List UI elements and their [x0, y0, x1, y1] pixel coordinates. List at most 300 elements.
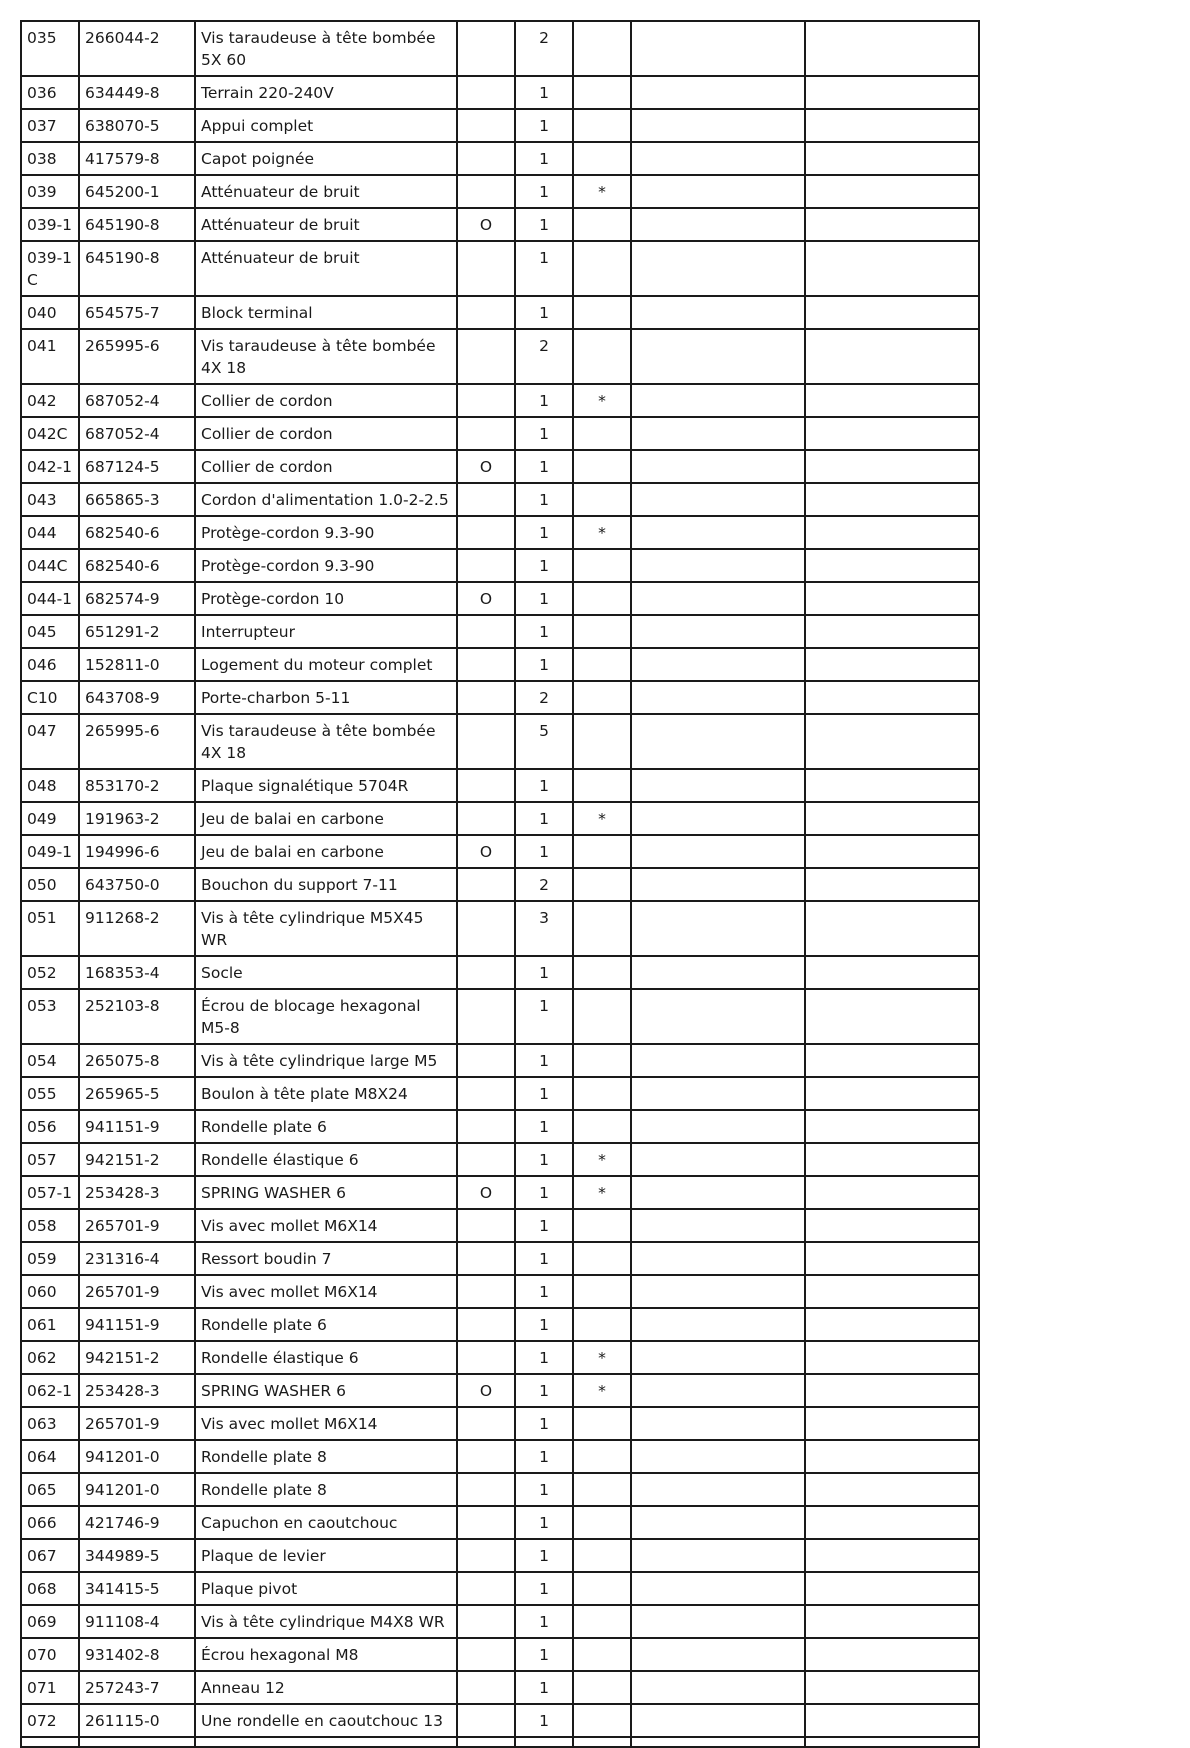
quantity-cell: 1 — [515, 549, 573, 582]
blank-cell — [805, 1407, 979, 1440]
note-cell: * — [573, 516, 631, 549]
note-cell — [573, 1638, 631, 1671]
blank-cell — [805, 1737, 979, 1747]
part-number-cell: 634449-8 — [79, 76, 195, 109]
blank-cell — [805, 615, 979, 648]
part-number-cell: 265075-8 — [79, 1044, 195, 1077]
quantity-cell: 1 — [515, 648, 573, 681]
quantity-cell: 1 — [515, 296, 573, 329]
option-cell — [457, 1506, 515, 1539]
description-cell: Capot poignée — [195, 142, 457, 175]
part-number-cell: 942151-2 — [79, 1341, 195, 1374]
blank-cell — [631, 1605, 805, 1638]
blank-cell — [631, 956, 805, 989]
note-cell: * — [573, 1341, 631, 1374]
part-number-cell: 687052-4 — [79, 384, 195, 417]
item-number-cell: 053 — [21, 989, 79, 1044]
table-row — [21, 1374, 979, 1407]
item-number-cell: 046 — [21, 648, 79, 681]
note-cell — [573, 1704, 631, 1737]
option-cell — [457, 175, 515, 208]
quantity-cell: 1 — [515, 76, 573, 109]
table-row — [21, 175, 979, 208]
part-number-cell: 638070-5 — [79, 109, 195, 142]
blank-cell — [631, 1341, 805, 1374]
description-cell: Vis à tête cylindrique large M5 — [195, 1044, 457, 1077]
quantity-cell: 1 — [515, 835, 573, 868]
parts-list-sheet — [20, 20, 978, 1748]
part-number-cell: 265965-5 — [79, 1077, 195, 1110]
table-row — [21, 901, 979, 956]
item-number-cell: 054 — [21, 1044, 79, 1077]
description-cell: Écrou de blocage hexagonal M5-8 — [195, 989, 457, 1044]
table-row — [21, 241, 979, 296]
description-cell: Vis à tête cylindrique M5X45 WR — [195, 901, 457, 956]
table-row — [21, 483, 979, 516]
item-number-cell: 065 — [21, 1473, 79, 1506]
item-number-cell: 045 — [21, 615, 79, 648]
item-number-cell: 064 — [21, 1440, 79, 1473]
table-row — [21, 582, 979, 615]
item-number-cell: 048 — [21, 769, 79, 802]
note-cell — [573, 648, 631, 681]
quantity-cell: 1 — [515, 417, 573, 450]
blank-cell — [805, 450, 979, 483]
description-cell: Porte-charbon 5-11 — [195, 681, 457, 714]
note-cell — [573, 1539, 631, 1572]
item-number-cell: C10 — [21, 681, 79, 714]
description-cell: Vis taraudeuse à tête bombée 4X 18 — [195, 329, 457, 384]
description-cell: Une rondelle en caoutchouc 13 — [195, 1704, 457, 1737]
item-number-cell: 062 — [21, 1341, 79, 1374]
quantity-cell: 1 — [515, 1209, 573, 1242]
blank-cell — [631, 681, 805, 714]
part-number-cell: 853170-2 — [79, 769, 195, 802]
blank-cell — [631, 417, 805, 450]
blank-cell — [631, 109, 805, 142]
blank-cell — [805, 1242, 979, 1275]
table-row — [21, 1671, 979, 1704]
blank-cell — [631, 21, 805, 76]
blank-cell — [631, 648, 805, 681]
note-cell — [573, 1605, 631, 1638]
blank-cell — [805, 1308, 979, 1341]
note-cell — [573, 956, 631, 989]
description-cell: Socle — [195, 956, 457, 989]
description-cell: Collier de cordon — [195, 450, 457, 483]
part-number-cell: 265701-9 — [79, 1407, 195, 1440]
item-number-cell: 063 — [21, 1407, 79, 1440]
item-number-cell: 059 — [21, 1242, 79, 1275]
blank-cell — [805, 1572, 979, 1605]
quantity-cell: 1 — [515, 989, 573, 1044]
part-number-cell: 261115-0 — [79, 1704, 195, 1737]
option-cell — [457, 109, 515, 142]
part-number-cell: 253428-3 — [79, 1374, 195, 1407]
description-cell: Anneau 12 — [195, 1671, 457, 1704]
option-cell — [457, 1638, 515, 1671]
option-cell — [457, 21, 515, 76]
table-row — [21, 1209, 979, 1242]
note-cell — [573, 483, 631, 516]
quantity-cell: 1 — [515, 1506, 573, 1539]
part-number-cell: 682540-6 — [79, 516, 195, 549]
blank-cell — [805, 1704, 979, 1737]
description-cell: Collier de cordon — [195, 417, 457, 450]
blank-cell — [631, 208, 805, 241]
description-cell: Terrain 220-240V — [195, 76, 457, 109]
table-row — [21, 21, 979, 76]
item-number-cell: 062-1 — [21, 1374, 79, 1407]
option-cell — [457, 714, 515, 769]
option-cell — [457, 384, 515, 417]
note-cell — [573, 76, 631, 109]
blank-cell — [805, 417, 979, 450]
blank-cell — [805, 1605, 979, 1638]
description-cell: Vis à tête cylindrique M4X8 WR — [195, 1605, 457, 1638]
blank-cell — [805, 1209, 979, 1242]
blank-cell — [631, 1110, 805, 1143]
blank-cell — [79, 1737, 195, 1747]
description-cell: Protège-cordon 10 — [195, 582, 457, 615]
description-cell: Capuchon en caoutchouc — [195, 1506, 457, 1539]
note-cell — [573, 296, 631, 329]
item-number-cell: 038 — [21, 142, 79, 175]
note-cell: * — [573, 384, 631, 417]
blank-cell — [631, 989, 805, 1044]
option-cell — [457, 329, 515, 384]
blank-cell — [805, 1077, 979, 1110]
table-row — [21, 142, 979, 175]
note-cell — [573, 1506, 631, 1539]
quantity-cell: 1 — [515, 1110, 573, 1143]
option-cell — [457, 1242, 515, 1275]
description-cell: Vis avec mollet M6X14 — [195, 1209, 457, 1242]
blank-cell — [805, 835, 979, 868]
item-number-cell: 042C — [21, 417, 79, 450]
description-cell: Rondelle plate 8 — [195, 1473, 457, 1506]
part-number-cell: 654575-7 — [79, 296, 195, 329]
part-number-cell: 168353-4 — [79, 956, 195, 989]
quantity-cell: 1 — [515, 1044, 573, 1077]
note-cell — [573, 21, 631, 76]
table-row — [21, 1704, 979, 1737]
option-cell: O — [457, 450, 515, 483]
quantity-cell: 1 — [515, 1473, 573, 1506]
blank-cell — [631, 1638, 805, 1671]
item-number-cell: 042-1 — [21, 450, 79, 483]
quantity-cell: 1 — [515, 769, 573, 802]
blank-cell — [631, 1704, 805, 1737]
blank-cell — [631, 1275, 805, 1308]
part-number-cell: 931402-8 — [79, 1638, 195, 1671]
option-cell — [457, 769, 515, 802]
item-number-cell: 047 — [21, 714, 79, 769]
blank-cell — [805, 1275, 979, 1308]
option-cell — [457, 1209, 515, 1242]
blank-cell — [631, 516, 805, 549]
description-cell: Protège-cordon 9.3-90 — [195, 549, 457, 582]
note-cell: * — [573, 1176, 631, 1209]
blank-cell — [805, 241, 979, 296]
blank-cell — [805, 1374, 979, 1407]
part-number-cell: 344989-5 — [79, 1539, 195, 1572]
part-number-cell: 152811-0 — [79, 648, 195, 681]
table-row — [21, 296, 979, 329]
note-cell — [573, 1110, 631, 1143]
blank-cell — [805, 516, 979, 549]
item-number-cell: 049 — [21, 802, 79, 835]
blank-cell — [805, 1638, 979, 1671]
description-cell: Interrupteur — [195, 615, 457, 648]
part-number-cell: 643708-9 — [79, 681, 195, 714]
item-number-cell: 042 — [21, 384, 79, 417]
option-cell — [457, 681, 515, 714]
description-cell: SPRING WASHER 6 — [195, 1374, 457, 1407]
table-row — [21, 1440, 979, 1473]
blank-cell — [631, 1671, 805, 1704]
blank-cell — [805, 549, 979, 582]
part-number-cell: 265701-9 — [79, 1209, 195, 1242]
note-cell: * — [573, 1143, 631, 1176]
part-number-cell: 651291-2 — [79, 615, 195, 648]
quantity-cell: 2 — [515, 329, 573, 384]
blank-cell — [805, 582, 979, 615]
table-row — [21, 615, 979, 648]
description-cell: Block terminal — [195, 296, 457, 329]
table-row — [21, 208, 979, 241]
description-cell: Rondelle plate 6 — [195, 1110, 457, 1143]
description-cell: Plaque de levier — [195, 1539, 457, 1572]
blank-cell — [805, 681, 979, 714]
note-cell — [573, 208, 631, 241]
part-number-cell: 645200-1 — [79, 175, 195, 208]
option-cell — [457, 1671, 515, 1704]
item-number-cell: 069 — [21, 1605, 79, 1638]
table-row — [21, 450, 979, 483]
blank-cell — [805, 1473, 979, 1506]
blank-cell — [631, 1209, 805, 1242]
table-row — [21, 802, 979, 835]
note-cell — [573, 582, 631, 615]
description-cell: Plaque pivot — [195, 1572, 457, 1605]
blank-cell — [805, 989, 979, 1044]
description-cell: Atténuateur de bruit — [195, 175, 457, 208]
table-row — [21, 1506, 979, 1539]
blank-cell — [631, 1176, 805, 1209]
quantity-cell: 1 — [515, 1077, 573, 1110]
table-row — [21, 549, 979, 582]
quantity-cell: 1 — [515, 615, 573, 648]
option-cell — [457, 417, 515, 450]
option-cell — [457, 76, 515, 109]
note-cell — [573, 417, 631, 450]
part-number-cell: 421746-9 — [79, 1506, 195, 1539]
item-number-cell: 068 — [21, 1572, 79, 1605]
blank-cell — [805, 296, 979, 329]
note-cell — [573, 142, 631, 175]
option-cell — [457, 1308, 515, 1341]
item-number-cell: 049-1 — [21, 835, 79, 868]
blank-cell — [195, 1737, 457, 1747]
item-number-cell: 044C — [21, 549, 79, 582]
description-cell: Vis avec mollet M6X14 — [195, 1275, 457, 1308]
quantity-cell: 1 — [515, 1605, 573, 1638]
quantity-cell: 1 — [515, 1407, 573, 1440]
quantity-cell: 2 — [515, 681, 573, 714]
option-cell — [457, 1440, 515, 1473]
note-cell — [573, 714, 631, 769]
table-row — [21, 76, 979, 109]
blank-cell — [631, 142, 805, 175]
description-cell: Vis taraudeuse à tête bombée 5X 60 — [195, 21, 457, 76]
item-number-cell: 057 — [21, 1143, 79, 1176]
quantity-cell: 2 — [515, 868, 573, 901]
item-number-cell: 035 — [21, 21, 79, 76]
part-number-cell: 687052-4 — [79, 417, 195, 450]
table-row — [21, 1275, 979, 1308]
blank-cell — [805, 1110, 979, 1143]
blank-cell — [631, 1473, 805, 1506]
blank-cell — [631, 1374, 805, 1407]
blank-cell — [805, 1506, 979, 1539]
option-cell — [457, 516, 515, 549]
part-number-cell: 645190-8 — [79, 208, 195, 241]
note-cell — [573, 450, 631, 483]
description-cell: Logement du moteur complet — [195, 648, 457, 681]
quantity-cell: 1 — [515, 1638, 573, 1671]
item-number-cell: 039 — [21, 175, 79, 208]
option-cell — [457, 615, 515, 648]
item-number-cell: 060 — [21, 1275, 79, 1308]
description-cell: Vis avec mollet M6X14 — [195, 1407, 457, 1440]
quantity-cell: 1 — [515, 1242, 573, 1275]
quantity-cell: 1 — [515, 384, 573, 417]
quantity-cell: 1 — [515, 142, 573, 175]
blank-cell — [631, 549, 805, 582]
option-cell — [457, 1572, 515, 1605]
item-number-cell: 050 — [21, 868, 79, 901]
blank-cell — [631, 1077, 805, 1110]
option-cell — [457, 1473, 515, 1506]
blank-cell — [631, 769, 805, 802]
item-number-cell: 057-1 — [21, 1176, 79, 1209]
item-number-cell: 058 — [21, 1209, 79, 1242]
option-cell: O — [457, 582, 515, 615]
quantity-cell: 1 — [515, 1176, 573, 1209]
note-cell — [573, 1440, 631, 1473]
item-number-cell: 052 — [21, 956, 79, 989]
part-number-cell: 941201-0 — [79, 1440, 195, 1473]
item-number-cell: 071 — [21, 1671, 79, 1704]
note-cell — [573, 989, 631, 1044]
blank-cell — [805, 1044, 979, 1077]
item-number-cell: 036 — [21, 76, 79, 109]
table-row — [21, 417, 979, 450]
description-cell: Atténuateur de bruit — [195, 241, 457, 296]
option-cell — [457, 901, 515, 956]
description-cell: Jeu de balai en carbone — [195, 802, 457, 835]
blank-cell — [631, 450, 805, 483]
table-row — [21, 1572, 979, 1605]
table-row — [21, 1341, 979, 1374]
option-cell — [457, 1077, 515, 1110]
blank-cell — [631, 1572, 805, 1605]
blank-cell — [631, 714, 805, 769]
option-cell — [457, 802, 515, 835]
item-number-cell: 056 — [21, 1110, 79, 1143]
note-cell — [573, 1209, 631, 1242]
blank-cell — [457, 1737, 515, 1747]
table-row — [21, 956, 979, 989]
blank-cell — [805, 76, 979, 109]
table-row — [21, 769, 979, 802]
table-row — [21, 384, 979, 417]
parts-table — [20, 20, 980, 1748]
blank-cell — [805, 648, 979, 681]
table-row — [21, 1638, 979, 1671]
description-cell: Rondelle plate 6 — [195, 1308, 457, 1341]
item-number-cell: 043 — [21, 483, 79, 516]
note-cell — [573, 1077, 631, 1110]
option-cell: O — [457, 1176, 515, 1209]
table-row — [21, 1044, 979, 1077]
description-cell: Jeu de balai en carbone — [195, 835, 457, 868]
blank-cell — [805, 1440, 979, 1473]
part-number-cell: 252103-8 — [79, 989, 195, 1044]
option-cell: O — [457, 835, 515, 868]
option-cell — [457, 1110, 515, 1143]
part-number-cell: 645190-8 — [79, 241, 195, 296]
table-row — [21, 681, 979, 714]
table-row — [21, 329, 979, 384]
option-cell — [457, 1407, 515, 1440]
part-number-cell: 265701-9 — [79, 1275, 195, 1308]
part-number-cell: 665865-3 — [79, 483, 195, 516]
note-cell — [573, 868, 631, 901]
note-cell — [573, 1572, 631, 1605]
table-row — [21, 1176, 979, 1209]
blank-cell — [805, 483, 979, 516]
blank-cell — [805, 1341, 979, 1374]
option-cell: O — [457, 1374, 515, 1407]
part-number-cell: 265995-6 — [79, 329, 195, 384]
part-number-cell: 941151-9 — [79, 1308, 195, 1341]
part-number-cell: 191963-2 — [79, 802, 195, 835]
quantity-cell: 1 — [515, 1539, 573, 1572]
option-cell — [457, 1143, 515, 1176]
part-number-cell: 194996-6 — [79, 835, 195, 868]
note-cell — [573, 835, 631, 868]
note-cell — [573, 109, 631, 142]
note-cell: * — [573, 175, 631, 208]
blank-cell — [515, 1737, 573, 1747]
quantity-cell: 1 — [515, 1374, 573, 1407]
quantity-cell: 1 — [515, 1143, 573, 1176]
blank-cell — [805, 175, 979, 208]
blank-cell — [631, 76, 805, 109]
part-number-cell: 911108-4 — [79, 1605, 195, 1638]
quantity-cell: 1 — [515, 582, 573, 615]
item-number-cell: 039-1 C — [21, 241, 79, 296]
item-number-cell: 070 — [21, 1638, 79, 1671]
description-cell: Boulon à tête plate M8X24 — [195, 1077, 457, 1110]
option-cell — [457, 296, 515, 329]
description-cell: Collier de cordon — [195, 384, 457, 417]
description-cell: Rondelle élastique 6 — [195, 1341, 457, 1374]
item-number-cell: 072 — [21, 1704, 79, 1737]
blank-cell — [631, 241, 805, 296]
